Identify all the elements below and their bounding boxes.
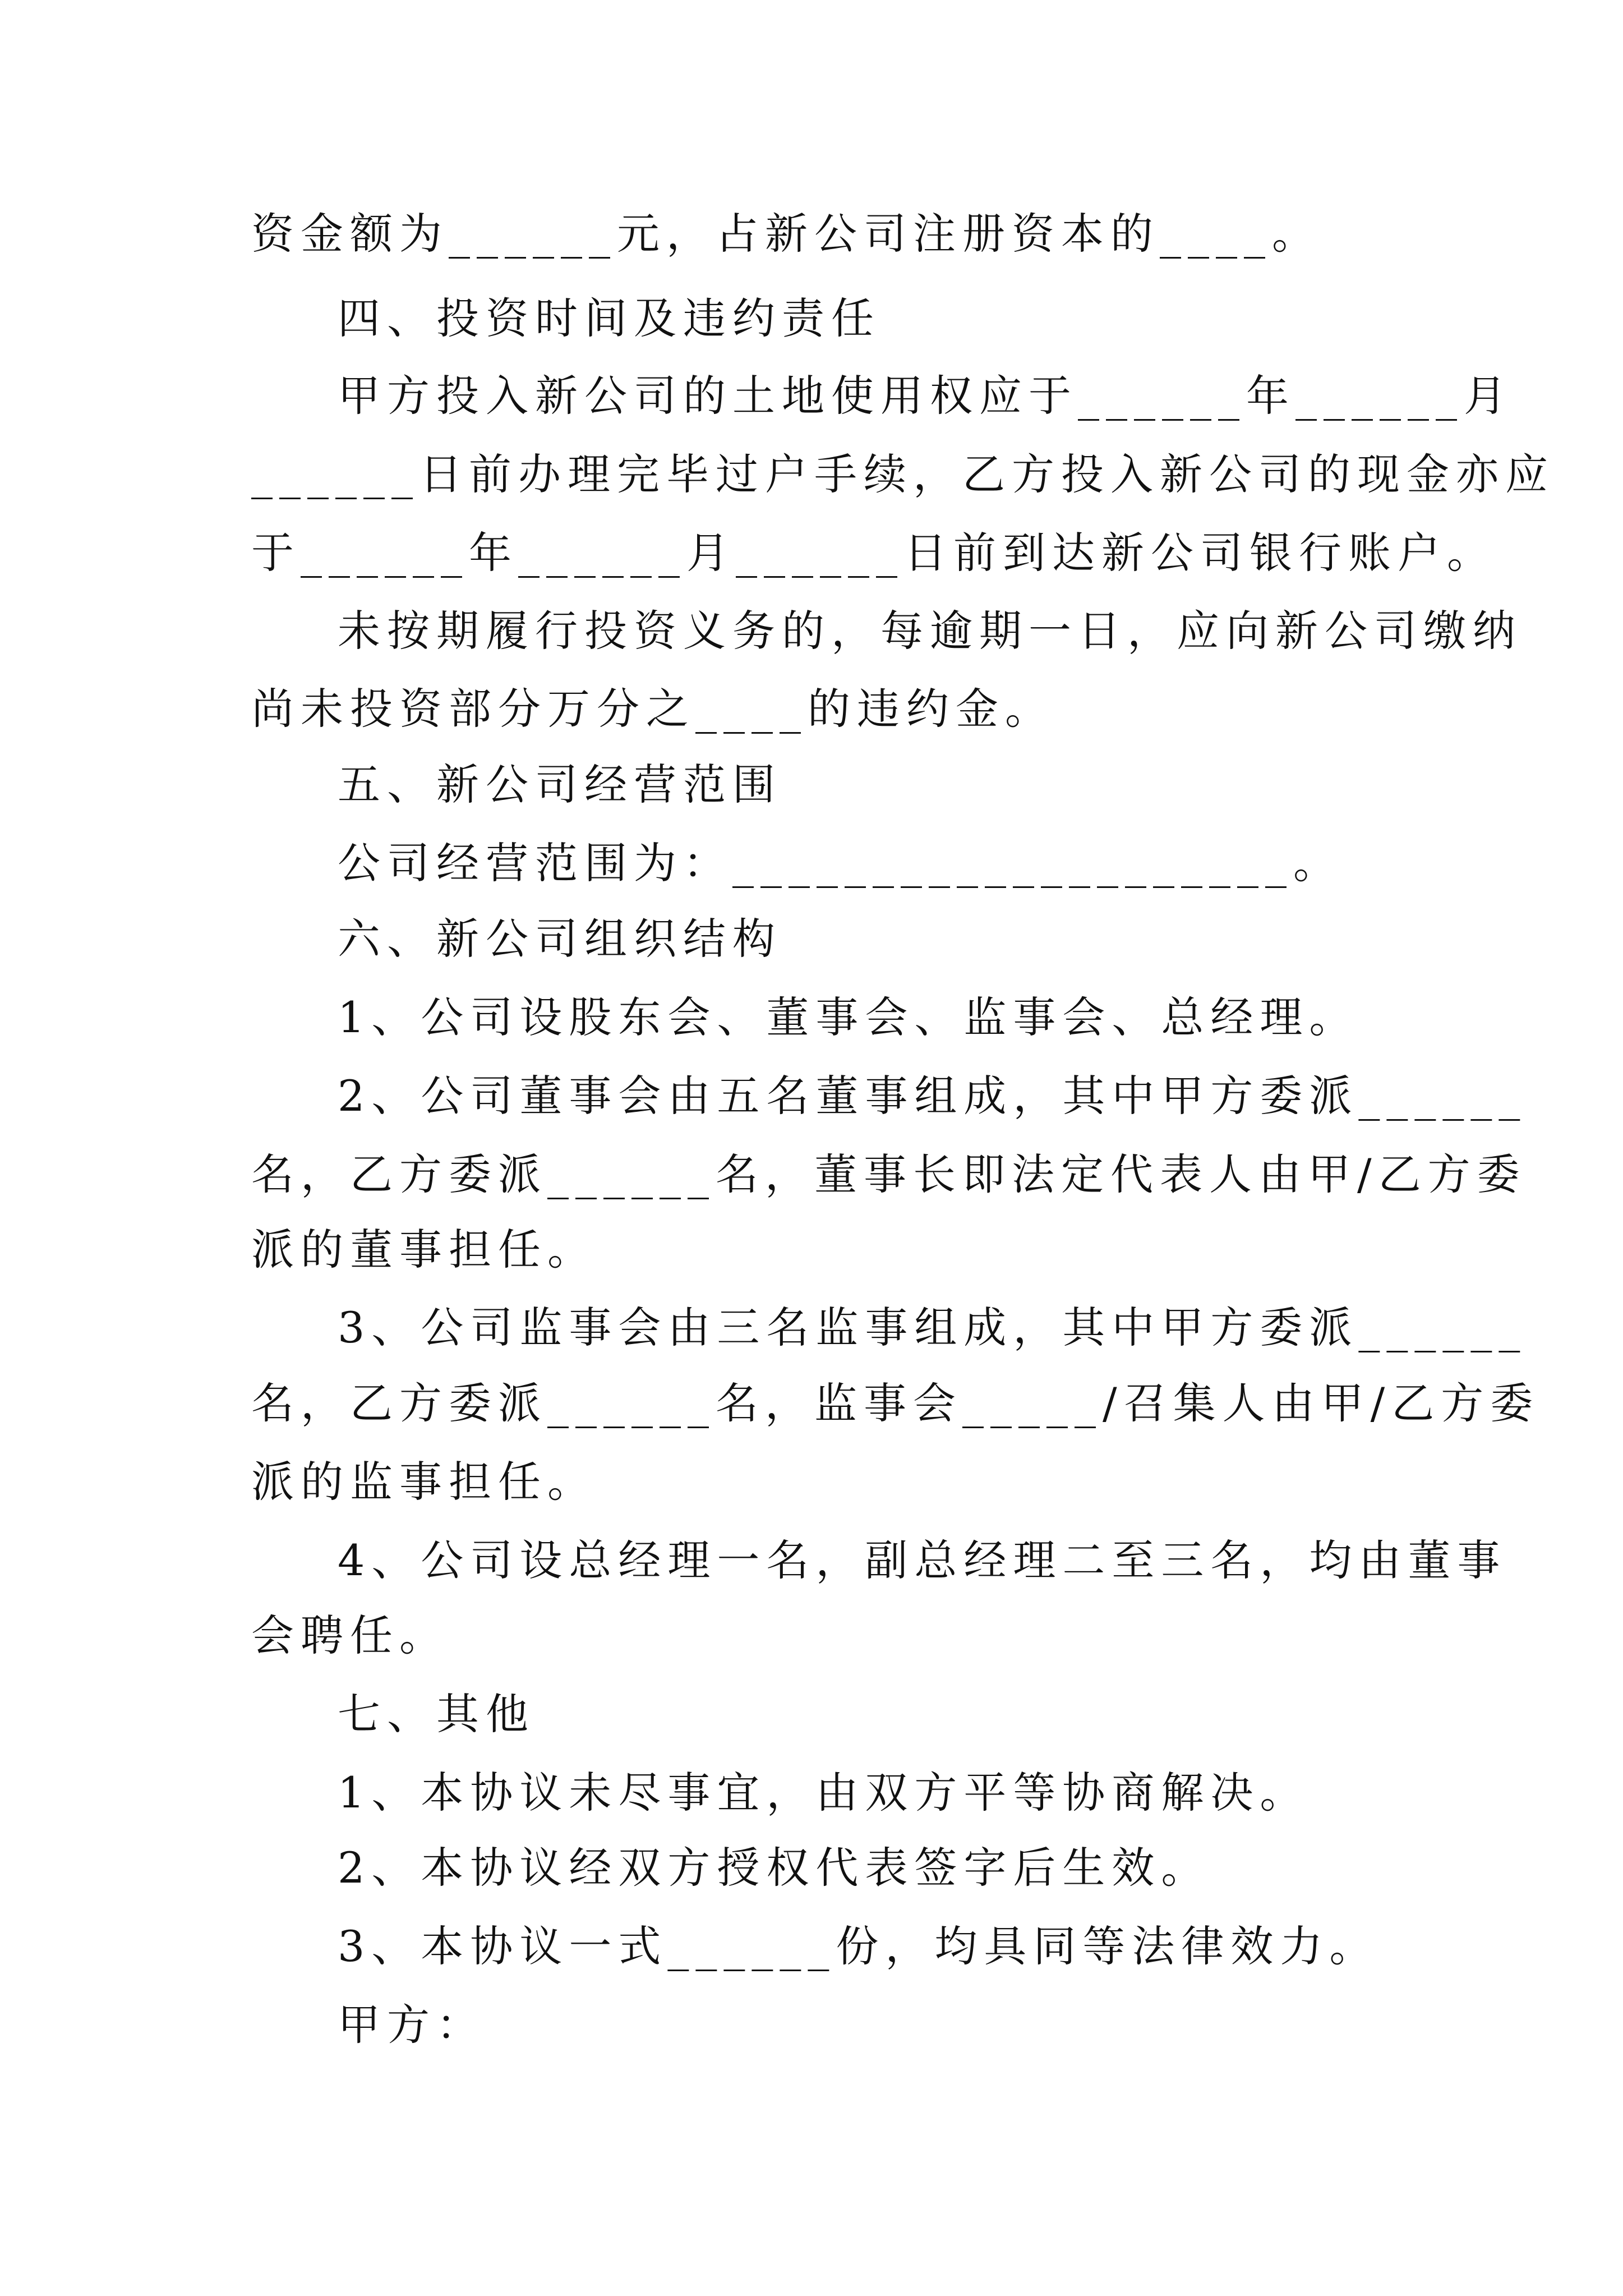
text-line-5: 于______年______月______日前到达新公司银行账户。 bbox=[251, 528, 1496, 578]
section-heading-5: 五、新公司经营范围 bbox=[338, 760, 782, 809]
text-line-13: 名，乙方委派______名，董事长即法定代表人由甲/乙方委 bbox=[251, 1149, 1527, 1199]
text-line-11: 1、公司设股东会、董事会、监事会、总经理。 bbox=[338, 992, 1359, 1042]
text-line-16: 名，乙方委派______名，监事会_____/召集人由甲/乙方委 bbox=[251, 1378, 1540, 1428]
section-heading-7: 七、其他 bbox=[338, 1689, 535, 1739]
text-line-6: 未按期履行投资义务的，每逾期一日，应向新公司缴纳 bbox=[338, 606, 1522, 656]
text-line-22: 2、本协议经双方授权代表签字后生效。 bbox=[338, 1843, 1211, 1893]
section-heading-6: 六、新公司组织结构 bbox=[338, 914, 782, 964]
text-line-9: 公司经营范围为：____________________。 bbox=[338, 838, 1343, 888]
text-line-4: ______日前办理完毕过户手续，乙方投入新公司的现金亦应 bbox=[251, 449, 1555, 499]
text-line-1: 资金额为______元，占新公司注册资本的____。 bbox=[251, 209, 1321, 259]
text-line-18: 4、公司设总经理一名，副总经理二至三名，均由董事 bbox=[338, 1535, 1507, 1585]
text-line-3: 甲方投入新公司的土地使用权应于______年______月 bbox=[338, 371, 1513, 421]
text-line-14: 派的董事担任。 bbox=[251, 1225, 597, 1274]
text-line-7: 尚未投资部分万分之____的违约金。 bbox=[251, 684, 1054, 734]
text-line-17: 派的监事担任。 bbox=[251, 1457, 597, 1507]
text-line-15: 3、公司监事会由三名监事组成，其中甲方委派______ bbox=[338, 1303, 1527, 1352]
text-line-12: 2、公司董事会由五名董事组成，其中甲方委派______ bbox=[338, 1071, 1527, 1121]
party-a-label: 甲方： bbox=[338, 2000, 486, 2050]
text-line-23: 3、本协议一式______份，均具同等法律效力。 bbox=[338, 1921, 1379, 1971]
text-line-21: 1、本协议未尽事宜，由双方平等协商解决。 bbox=[338, 1768, 1310, 1818]
text-line-19: 会聘任。 bbox=[251, 1611, 449, 1660]
section-heading-4: 四、投资时间及违约责任 bbox=[338, 293, 880, 343]
